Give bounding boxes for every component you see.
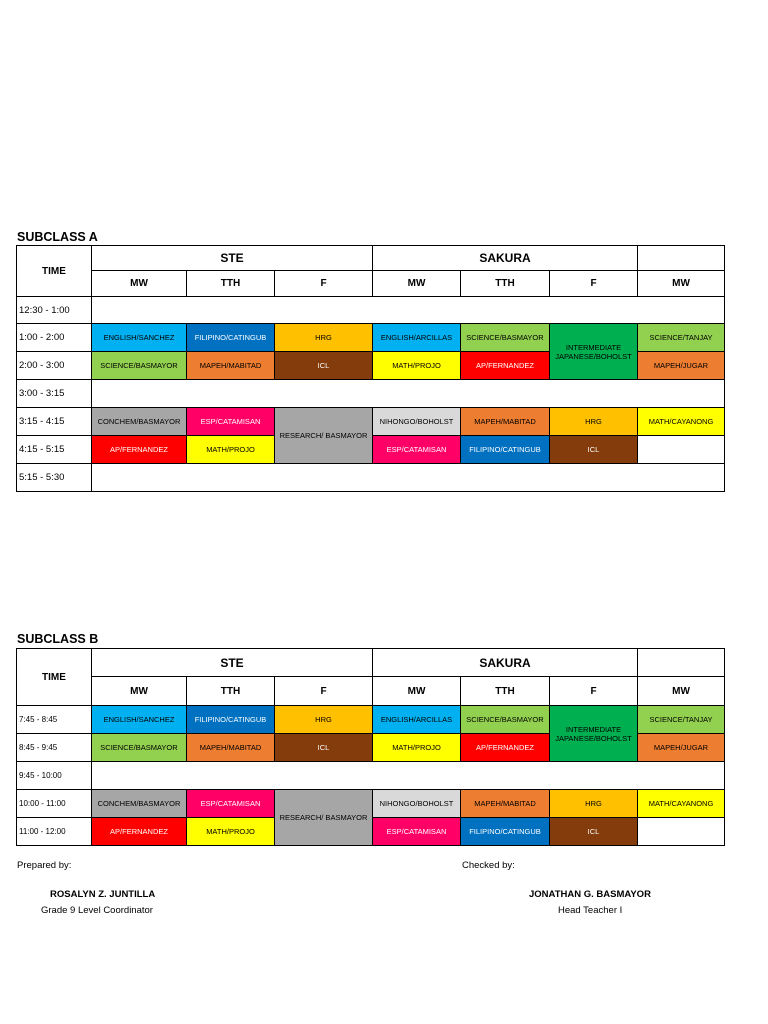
- class-cell: ESP/CATAMISAN: [373, 818, 461, 846]
- time-header: TIME: [17, 246, 92, 297]
- time-slot: 5:15 - 5:30: [17, 464, 92, 492]
- day-header: MW: [638, 271, 725, 297]
- blank-row: [92, 297, 725, 324]
- class-cell: ENGLISH/ARCILLAS: [373, 706, 461, 734]
- class-cell: SCIENCE/TANJAY: [638, 706, 725, 734]
- class-cell: ESP/CATAMISAN: [373, 436, 461, 464]
- class-cell: MATH/CAYANONG: [638, 790, 725, 818]
- prepared-by-title: Grade 9 Level Coordinator: [41, 905, 153, 916]
- class-cell: AP/FERNANDEZ: [92, 818, 187, 846]
- class-cell: INTERMEDIATE JAPANESE/BOHOLST: [550, 706, 638, 762]
- class-cell: SCIENCE/BASMAYOR: [92, 734, 187, 762]
- class-cell: MAPEH/JUGAR: [638, 734, 725, 762]
- class-cell: AP/FERNANDEZ: [461, 352, 550, 380]
- class-cell: FILIPINO/CATINGUB: [187, 324, 275, 352]
- class-cell: HRG: [550, 408, 638, 436]
- class-cell: SCIENCE/TANJAY: [638, 324, 725, 352]
- class-cell: SCIENCE/BASMAYOR: [92, 352, 187, 380]
- class-cell: SCIENCE/BASMAYOR: [461, 706, 550, 734]
- time-header: TIME: [17, 649, 92, 706]
- class-cell: MATH/CAYANONG: [638, 408, 725, 436]
- time-slot: 9:45 - 10:00: [17, 762, 92, 790]
- day-header: MW: [92, 677, 187, 706]
- class-cell: RESEARCH/ BASMAYOR: [275, 408, 373, 464]
- ste-header: STE: [92, 246, 373, 271]
- subclass-b-schedule-table: [16, 648, 725, 846]
- class-cell: INTERMEDIATE JAPANESE/BOHOLST: [550, 324, 638, 380]
- class-cell: FILIPINO/CATINGUB: [187, 706, 275, 734]
- class-cell: MAPEH/MABITAD: [187, 352, 275, 380]
- time-slot: 3:15 - 4:15: [17, 408, 92, 436]
- class-cell: NIHONGO/BOHOLST: [373, 790, 461, 818]
- day-header: F: [275, 271, 373, 297]
- time-slot: 2:00 - 3:00: [17, 352, 92, 380]
- class-cell: CONCHEM/BASMAYOR: [92, 408, 187, 436]
- day-header: TTH: [461, 677, 550, 706]
- class-cell: SCIENCE/BASMAYOR: [461, 324, 550, 352]
- day-header: TTH: [187, 677, 275, 706]
- blank-row: [92, 464, 725, 492]
- day-header: TTH: [187, 271, 275, 297]
- class-cell: ICL: [550, 436, 638, 464]
- class-cell: MATH/PROJO: [373, 734, 461, 762]
- class-cell: MAPEH/MABITAD: [461, 790, 550, 818]
- day-header: MW: [92, 271, 187, 297]
- checked-by-name: JONATHAN G. BASMAYOR: [529, 889, 651, 900]
- time-slot: 10:00 - 11:00: [17, 790, 92, 818]
- class-cell: MATH/PROJO: [187, 818, 275, 846]
- class-cell: MAPEH/MABITAD: [187, 734, 275, 762]
- class-cell: CONCHEM/BASMAYOR: [92, 790, 187, 818]
- day-header: F: [550, 677, 638, 706]
- sakura-header: SAKURA: [373, 649, 638, 677]
- class-cell: AP/FERNANDEZ: [92, 436, 187, 464]
- time-slot: 11:00 - 12:00: [17, 818, 92, 846]
- blank-row: [92, 762, 725, 790]
- class-cell: ESP/CATAMISAN: [187, 790, 275, 818]
- time-slot: 3:00 - 3:15: [17, 380, 92, 408]
- prepared-by-label: Prepared by:: [17, 860, 72, 871]
- time-slot: 1:00 - 2:00: [17, 324, 92, 352]
- class-cell: ENGLISH/SANCHEZ: [92, 324, 187, 352]
- time-slot: 7:45 - 8:45: [17, 706, 92, 734]
- checked-by-label: Checked by:: [462, 860, 515, 871]
- class-cell: HRG: [550, 790, 638, 818]
- subclass-a-schedule-table: [16, 245, 725, 492]
- class-cell: FILIPINO/CATINGUB: [461, 818, 550, 846]
- time-slot: 12:30 - 1:00: [17, 297, 92, 324]
- class-cell: RESEARCH/ BASMAYOR: [275, 790, 373, 846]
- ste-header: STE: [92, 649, 373, 677]
- class-cell: MATH/PROJO: [373, 352, 461, 380]
- class-cell: NIHONGO/BOHOLST: [373, 408, 461, 436]
- class-cell: ENGLISH/SANCHEZ: [92, 706, 187, 734]
- class-cell: MATH/PROJO: [187, 436, 275, 464]
- empty-cell: [638, 818, 725, 846]
- class-cell: ESP/CATAMISAN: [187, 408, 275, 436]
- subclass-a-title: SUBCLASS A: [17, 230, 98, 244]
- class-cell: ICL: [275, 352, 373, 380]
- class-cell: ICL: [550, 818, 638, 846]
- empty-cell: [638, 436, 725, 464]
- sakura-header: SAKURA: [373, 246, 638, 271]
- day-header: MW: [373, 271, 461, 297]
- time-slot: 4:15 - 5:15: [17, 436, 92, 464]
- prepared-by-name: ROSALYN Z. JUNTILLA: [50, 889, 156, 900]
- subclass-b-title: SUBCLASS B: [17, 632, 99, 646]
- time-slot: 8:45 - 9:45: [17, 734, 92, 762]
- day-header: TTH: [461, 271, 550, 297]
- class-cell: HRG: [275, 324, 373, 352]
- class-cell: MAPEH/JUGAR: [638, 352, 725, 380]
- class-cell: HRG: [275, 706, 373, 734]
- class-cell: MAPEH/MABITAD: [461, 408, 550, 436]
- checked-by-title: Head Teacher I: [558, 905, 623, 916]
- day-header: F: [275, 677, 373, 706]
- class-cell: ENGLISH/ARCILLAS: [373, 324, 461, 352]
- day-header: F: [550, 271, 638, 297]
- blank-row: [92, 380, 725, 408]
- class-cell: AP/FERNANDEZ: [461, 734, 550, 762]
- extra-group-header: [638, 246, 725, 271]
- class-cell: FILIPINO/CATINGUB: [461, 436, 550, 464]
- extra-group-header: [638, 649, 725, 677]
- day-header: MW: [638, 677, 725, 706]
- day-header: MW: [373, 677, 461, 706]
- class-cell: ICL: [275, 734, 373, 762]
